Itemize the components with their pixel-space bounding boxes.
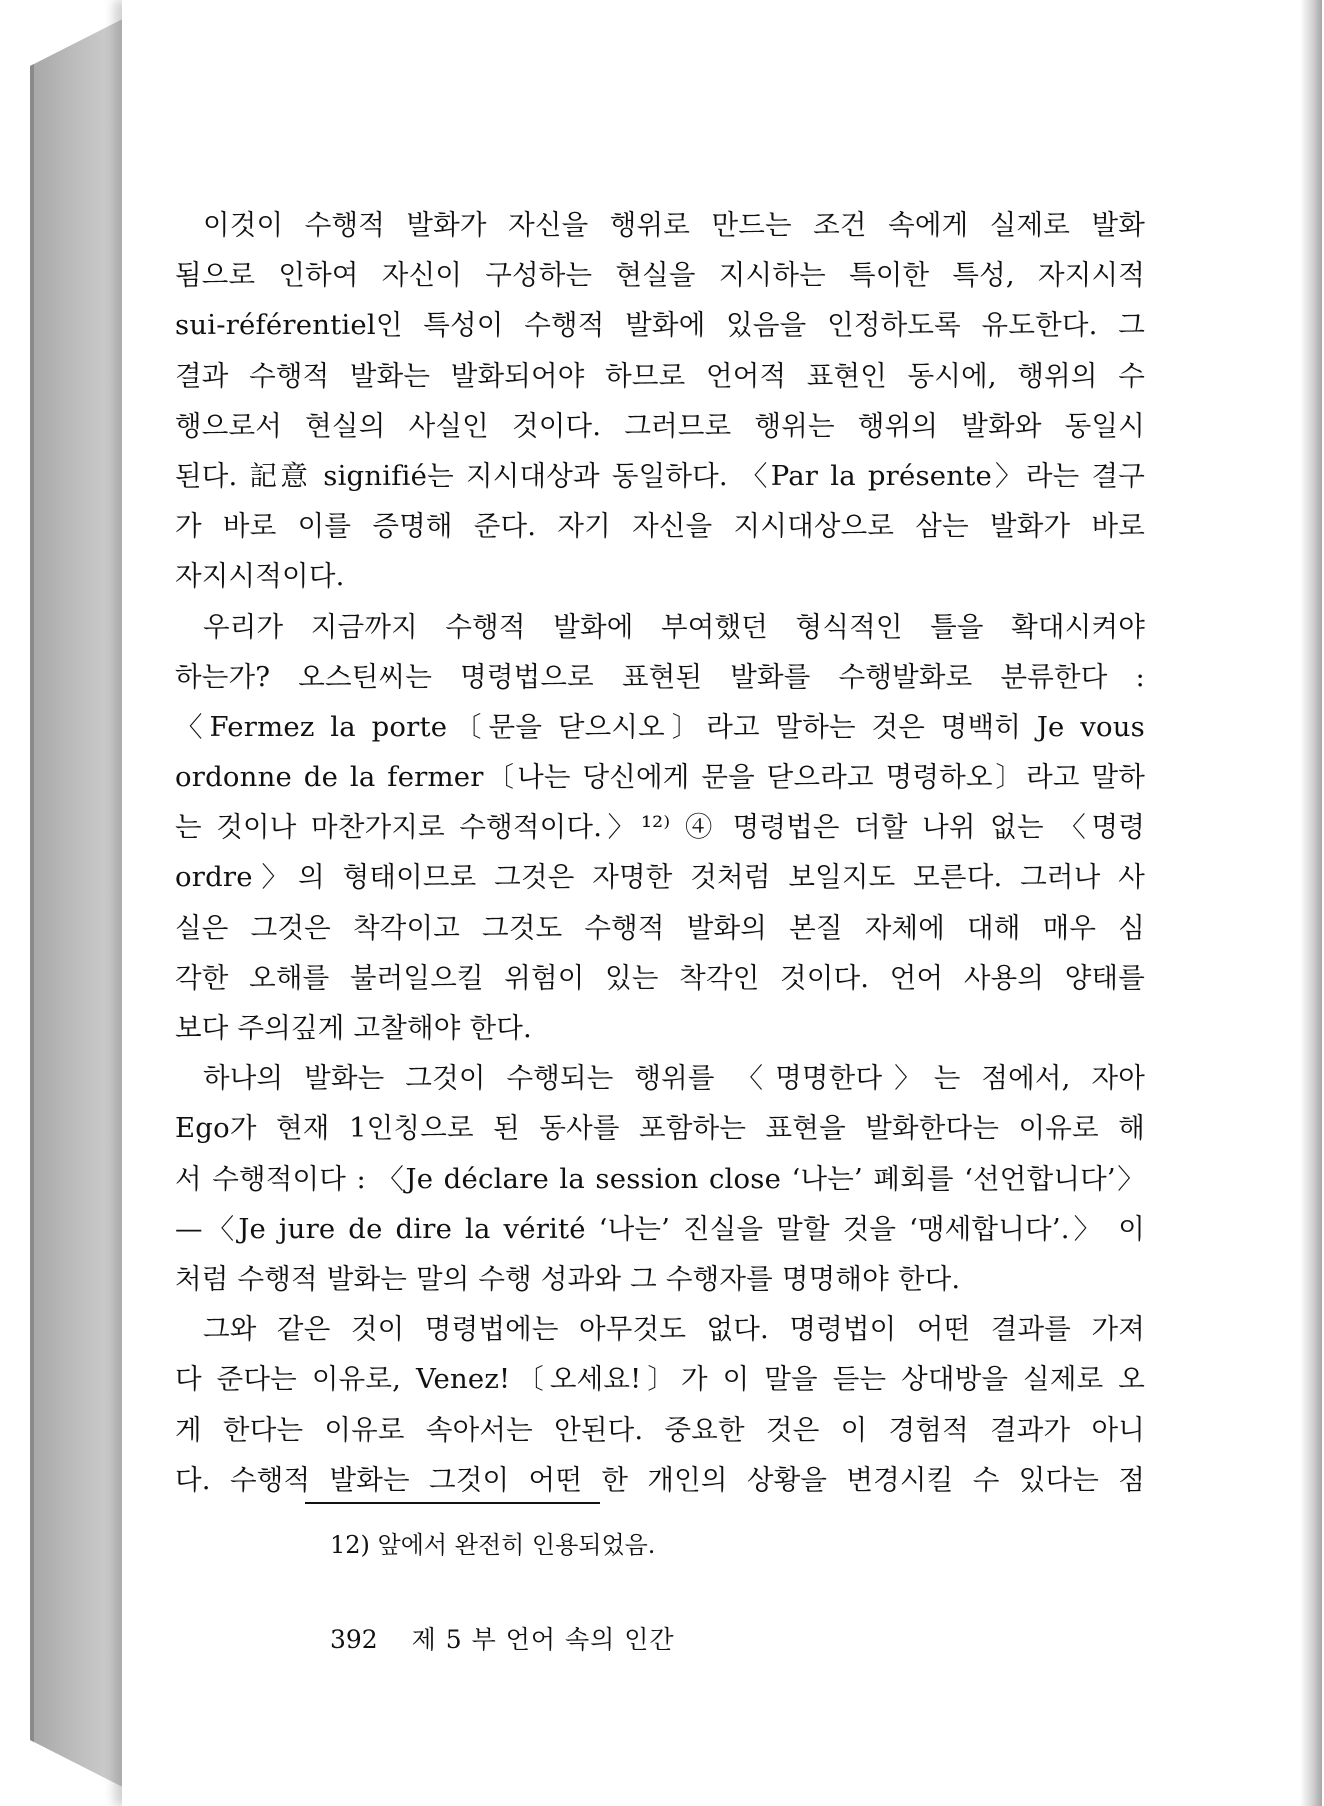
- text-line: 는 것이나 마찬가지로 수행적이다.〉¹²⁾ ④ 명령법은 더할 나위 없는 〈명령: [175, 811, 1145, 844]
- text-line: —〈Je jure de dire la vérité ‘나는’ 진실을 말할 것을 ‘맹세합니다’.〉 이: [175, 1212, 1145, 1245]
- paragraph-1: [175, 200, 1145, 602]
- text-line: 보다 주의깊게 고찰해야 한다.: [175, 1012, 532, 1044]
- running-title: 제 5 부 언어 속의 인간: [411, 1625, 675, 1654]
- text-line: 행으로서 현실의 사실인 것이다. 그러므로 행위는 행위의 발화와 동일시: [175, 409, 1145, 442]
- text-line: Ego가 현재 1인칭으로 된 동사를 포함하는 표현을 발화한다는 이유로 해: [175, 1112, 1145, 1145]
- text-line: 된다. 記意 signifié는 지시대상과 동일하다. 〈Par la présente〉라는 결구: [175, 459, 1145, 492]
- text-line: 하나의 발화는 그것이 수행되는 행위를 〈명명한다〉는 점에서, 자아: [203, 1062, 1145, 1095]
- text-line: 가 바로 이를 증명해 준다. 자기 자신을 지시대상으로 삼는 발화가 바로: [175, 510, 1145, 543]
- text-line: 게 한다는 이유로 속아서는 안된다. 중요한 것은 이 경험적 결과가 아니: [175, 1413, 1145, 1446]
- text-line: 결과 수행적 발화는 발화되어야 하므로 언어적 표현인 동시에, 행위의 수: [175, 359, 1145, 392]
- text-line: 우리가 지금까지 수행적 발화에 부여했던 형식적인 틀을 확대시켜야: [203, 610, 1145, 643]
- footnote: 12) 앞에서 완전히 인용되었음.: [330, 1531, 656, 1559]
- page-footer: [330, 1620, 675, 1656]
- text-line: 처럼 수행적 발화는 말의 수행 성과와 그 수행자를 명명해야 한다.: [175, 1262, 961, 1295]
- text-line: sui-référentiel인 특성이 수행적 발화에 있음을 인정하도록 유도한다. 그: [175, 309, 1145, 342]
- footnote-divider: [305, 1502, 600, 1504]
- text-line: ordonne de la fermer〔나는 당신에게 문을 닫으라고 명령하오〕라고 말하: [175, 761, 1145, 794]
- text-line: 〈Fermez la porte〔문을 닫으시오〕라고 말하는 것은 명백히 Je vous: [175, 710, 1145, 743]
- text-line: ordre〉의 형태이므로 그것은 자명한 것처럼 보일지도 모른다. 그러나 사: [175, 861, 1145, 894]
- text-line: 자지시적이다.: [175, 560, 345, 593]
- text-line: 실은 그것은 착각이고 그것도 수행적 발화의 본질 자체에 대해 매우 심: [175, 911, 1145, 944]
- body-text: [175, 200, 1145, 1505]
- text-line: 됨으로 인하여 자신이 구성하는 현실을 지시하는 특이한 특성, 자지시적: [175, 259, 1145, 292]
- page-edge-shadow: [1300, 0, 1322, 1806]
- text-line: 그와 같은 것이 명령법에는 아무것도 없다. 명령법이 어떤 결과를 가져: [203, 1313, 1145, 1346]
- text-line: 다. 수행적 발화는 그것이 어떤 한 개인의 상황을 변경시킬 수 있다는 점: [175, 1463, 1145, 1496]
- text-line: 이것이 수행적 발화가 자신을 행위로 만드는 조건 속에게 실제로 발화: [203, 209, 1145, 241]
- paragraph-4: [175, 1304, 1145, 1505]
- text-line: 서 수행적이다 : 〈Je déclare la session close ‘나는’ 폐회를 ‘선언합니다’〉: [175, 1162, 1145, 1195]
- text-line: 하는가? 오스틴씨는 명령법으로 표현된 발화를 수행발화로 분류한다 :: [175, 660, 1145, 693]
- paragraph-2: [175, 602, 1145, 1054]
- paragraph-3: [175, 1053, 1145, 1304]
- text-line: 각한 오해를 불러일으킬 위험이 있는 착각인 것이다. 언어 사용의 양태를: [175, 961, 1145, 994]
- text-line: 다 준다는 이유로, Venez!〔오세요!〕가 이 말을 듣는 상대방을 실제로 오: [175, 1363, 1145, 1396]
- page-number: 392: [330, 1625, 378, 1654]
